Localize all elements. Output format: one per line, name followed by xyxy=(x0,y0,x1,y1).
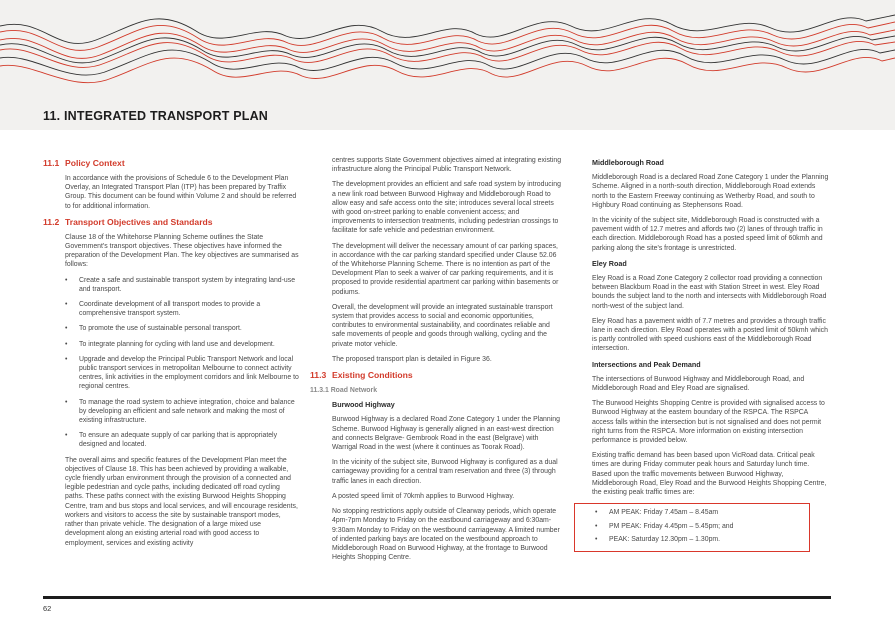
list-item: • AM PEAK: Friday 7.45am – 8.45am xyxy=(609,508,809,517)
section-number: 11.2 xyxy=(43,216,60,227)
eley-paragraph-1: Eley Road is a Road Zone Category 2 collector road providing a connection between Blackburn Road in the east with Station Street in west. Eley Road bounds the subject land to the north and intersects with Middleborough Road north-west of the subject land. xyxy=(592,275,827,310)
footer-rule xyxy=(43,596,831,599)
page-number: 62 xyxy=(43,604,52,613)
column-3 xyxy=(592,158,830,552)
intersections-paragraph-2: The Burwood Heights Shopping Centre is provided with signalised access to Burwood Highway at the eastern boundary of the RSPCA. The RSPCA access falls within the intersection but is not signalised and does not permit right turns from the RSPCA. More information on existing intersection performance is provided below. xyxy=(592,400,825,445)
subsection-title: Road Network xyxy=(330,387,378,395)
list-item: • PM PEAK: Friday 4.45pm – 5.45pm; and xyxy=(609,522,809,531)
burwood-paragraph-4: No stopping restrictions apply outside of Clearway periods, which operate 4pm-7pm Monday to Friday on the eastbound carriageway and 6:30am-9:30am Monday to Friday on the westbound carriageway. A limited number of indented parking bays are located on the westbound approach to Middleborough Road on Burwood Highway, at the frontage to Burwood Heights Shopping Centre. xyxy=(332,508,560,562)
list-item: • Upgrade and develop the Principal Public Transport Network and local public transport services in metropolitan Melbourne to connect activity centres, link activities in the employment corridors and link Melbourne to regional centres. xyxy=(79,355,299,392)
section-number: 11.1 xyxy=(43,158,60,168)
section-title: Policy Context xyxy=(65,158,125,168)
list-item: • Coordinate development of all transport modes to provide a comprehensive transport system. xyxy=(79,300,299,318)
objectives-closing: The overall aims and specific features of the Development Plan meet the objectives of Clause 18. This has been achieved by providing a walkable, cycle friendly urban environment through the provision of a connected and legible pedestrian and cycle paths, including dedicated off road cycling paths. These paths connect with the existing Burwood Heights Shopping Centre, tram and bus stops and local services, and will encourage residents, workers and visitors to access the site by sustainable transport modes, rather than private vehicle. The designation of a large mixed use development along an existing arterial road with good access to employment, services and existing activity xyxy=(65,456,298,547)
list-item: • Create a safe and sustainable transport system by integrating land-use and transport. xyxy=(79,276,299,294)
section-number: 11.3 xyxy=(310,370,327,381)
objectives-paragraph-4: Overall, the development will provide an integrated sustainable transport system that provides access to social and economic opportunities, contributes to environmental sustainability, and coordinates reliable and safe movements of people and goods through walking, cycling and the private motor vehicle. xyxy=(332,303,553,348)
list-item: • To promote the use of sustainable personal transport. xyxy=(79,324,299,333)
middleborough-paragraph-2: In the vicinity of the subject site, Middleborough Road is constructed with a pavement width of 12.7 metres and affords two (2) lanes of through traffic in each direction. Middleborough Road has a posted speed limit of 60kmh and parking along the site's frontage is unrestricted. xyxy=(592,217,823,252)
section-title: Transport Objectives and Standards xyxy=(65,216,213,227)
subsection-number: 11.3.1 xyxy=(310,387,329,395)
heading-middleborough-road: Middleborough Road xyxy=(592,158,664,167)
objectives-paragraph-3: The development will deliver the necessary amount of car parking spaces, in accordance with the car parking standard specified under Clause 52.06 of the Whitehorse Planning Scheme. There is no intention as part of the Development Plan to seek a waiver of car parking requirements, and it is proposed to provide residential apartment car parking within basements or podiums. xyxy=(332,242,559,296)
section-heading-objectives xyxy=(43,217,299,228)
heading-eley-road: Eley Road xyxy=(592,258,627,268)
eley-paragraph-2: Eley Road has a pavement width of 7.7 metres and provides a through traffic lane in each direction. Eley Road operates with a posted limit of 50kmh which is partly controlled with speed cushions east of the Middleborough Road intersection. xyxy=(592,317,828,353)
peak-times-highlight-box xyxy=(574,503,810,552)
list-item: • To manage the road system to achieve integration, choice and balance by developing an efficient and safe network and making the most of existing infrastructure. xyxy=(79,398,299,426)
column-2 xyxy=(310,156,563,568)
objectives-intro: Clause 18 of the Whitehorse Planning Scheme outlines the State Government's transport objectives. These objectives have informed the preparation of the Development Plan. The key objectives are summarised as follows: xyxy=(65,233,299,269)
heading-burwood-highway: Burwood Highway xyxy=(332,400,395,410)
list-item: • PEAK: Saturday 12.30pm – 1.30pm. xyxy=(609,535,809,544)
list-item: • To integrate planning for cycling with land use and development. xyxy=(79,340,299,349)
burwood-paragraph-2: In the vicinity of the subject site, Burwood Highway is configured as a dual carriageway providing for a central tram reservation and three (3) through traffic lanes in each direction. xyxy=(332,459,558,485)
subsection-heading-road-network xyxy=(310,386,563,395)
objectives-list xyxy=(43,276,299,450)
list-item: • To ensure an adequate supply of car parking that is appropriately designed and located. xyxy=(79,431,299,449)
section-heading-existing xyxy=(310,370,563,381)
intersections-paragraph-3: Existing traffic demand has been based upon VicRoad data. Critical peak times are during Friday commuter peak hours and Saturday lunch time. Based upon the traffic movements between Burwood Highway, Middleborough Road, Eley Road and the Burwood Heights Shopping Centre, the existing peak traffic times are: xyxy=(592,452,827,497)
policy-paragraph: In accordance with the provisions of Schedule 6 to the Development Plan Overlay, an Integrated Transport Plan (ITP) has been prepared by Traffix Group. This document can be found within Volume 2 and should be referred to for additional information. xyxy=(65,175,297,210)
heading-intersections-peak-demand: Intersections and Peak Demand xyxy=(592,359,701,369)
objectives-paragraph-5: The proposed transport plan is detailed in Figure 36. xyxy=(332,355,492,363)
section-title: Existing Conditions xyxy=(332,370,413,381)
burwood-paragraph-3: A posted speed limit of 70kmh applies to Burwood Highway. xyxy=(332,492,515,500)
page-title: 11. INTEGRATED TRANSPORT PLAN xyxy=(43,109,269,123)
middleborough-paragraph-1: Middleborough Road is a declared Road Zone Category 1 under the Planning Scheme. Aligned in a north-south direction, Middleborough Road extends north to the Eastern Freeway continuing as Wetherby Road, and south to Highbury Road continuing as Stephensons Road. xyxy=(592,174,829,209)
section-heading-policy xyxy=(43,158,299,169)
peak-times-list xyxy=(575,508,809,544)
burwood-paragraph-1: Burwood Highway is a declared Road Zone Category 1 under the Planning Scheme. Burwood Highway is generally aligned in an east-west direction and connects Belgrave- Gembrook Road in the east (Belgrave) with Warrigal Road in the west (where it continues as Toorak Road). xyxy=(332,416,560,452)
column-1 xyxy=(43,158,299,554)
contour-line-artwork xyxy=(0,0,895,105)
objectives-continuation: centres supports State Government objectives aimed at integrating existing infrastructure along the Principal Public Transport Network. xyxy=(332,157,562,174)
objectives-paragraph-2: The development provides an efficient and safe road system by introducing a new link road between Burwood Highway and Middleborough Road to allow easy and safe access onto the site; introduces several local streets with good on-street parking to enable convenient access; and improvements to intersection treatments, including pedestrian crossings to facilitate for safe vehicle and pedestrian environment. xyxy=(332,181,561,235)
intersections-paragraph-1: The intersections of Burwood Highway and Middleborough Road, and Middleborough Road and Eley Road are signalised. xyxy=(592,375,805,393)
